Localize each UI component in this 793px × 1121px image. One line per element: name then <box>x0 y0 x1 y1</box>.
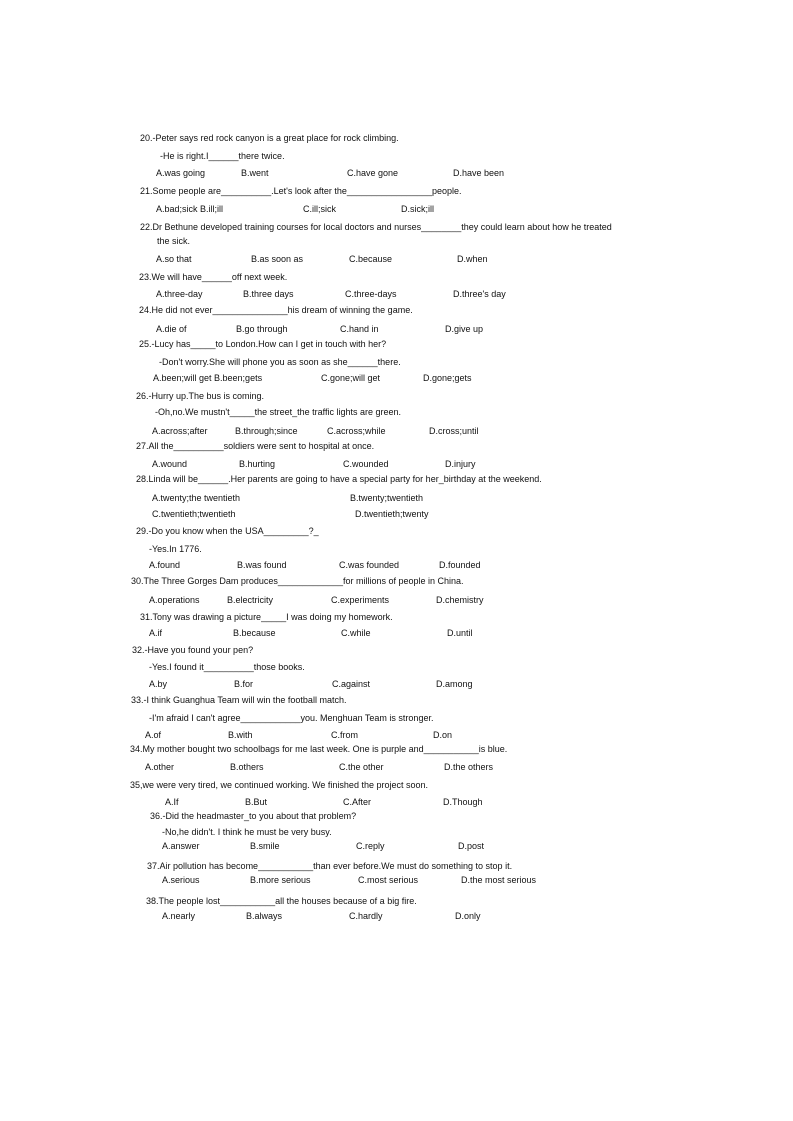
q35: 35,we were very tired, we continued working. We finished the project soon. <box>130 780 428 790</box>
q37-options-2: B.more serious <box>250 875 311 885</box>
q33-options-4: D.on <box>433 730 453 740</box>
q21-options-1: A.bad;sick B.ill;ill <box>156 204 224 214</box>
q27-options-2: B.hurting <box>239 459 276 469</box>
q30-options-3: C.experiments <box>331 595 390 605</box>
q37: 37.Air pollution has become___________than ever before.We must do something to stop it. <box>147 861 513 871</box>
q24-options-2: B.go through <box>236 324 288 334</box>
q29-options-3: C.was founded <box>339 560 400 570</box>
q26-options-3: C.across;while <box>327 426 386 436</box>
q27-options-1: A.wound <box>152 459 188 469</box>
q35-options-3: C.After <box>343 797 372 807</box>
q30: 30.The Three Gorges Dam produces_____________for millions of people in China. <box>131 576 464 586</box>
q21: 21.Some people are__________.Let's look after the_________________people. <box>140 186 462 196</box>
q34-options-4: D.the others <box>444 762 494 772</box>
q36-options-3: C.reply <box>356 841 385 851</box>
q29-options-4: D.founded <box>439 560 481 570</box>
q31-options-4: D.until <box>447 628 473 638</box>
q37-options-4: D.the most serious <box>461 875 537 885</box>
q20-options-1: A.was going <box>156 168 206 178</box>
q26: 26.-Hurry up.The bus is coming. <box>136 391 265 401</box>
q20-options-3: C.have gone <box>347 168 399 178</box>
q36-options-1: A.answer <box>162 841 200 851</box>
q22-options-3: C.because <box>349 254 393 264</box>
q34: 34.My mother bought two schoolbags for me last week. One is purple and___________is blue. <box>130 744 508 754</box>
q25-options-3: D.gone;gets <box>423 373 472 383</box>
q29-options-1: A.found <box>149 560 181 570</box>
q29-options-2: B.was found <box>237 560 287 570</box>
q27-options-4: D.injury <box>445 459 476 469</box>
q22: 22.Dr Bethune developed training courses for local doctors and nurses________they could learn about how he treated <box>140 222 612 232</box>
q22-cont: the sick. <box>157 236 191 246</box>
q33-options-3: C.from <box>331 730 358 740</box>
q37-options-3: C.most serious <box>358 875 419 885</box>
q33-options-1: A.of <box>145 730 162 740</box>
q31-options-1: A.if <box>149 628 163 638</box>
q22-options-2: B.as soon as <box>251 254 304 264</box>
q26-options-4: D.cross;until <box>429 426 479 436</box>
q32-options-1: A.by <box>149 679 168 689</box>
q34-options-2: B.others <box>230 762 264 772</box>
q33-options-2: B.with <box>228 730 253 740</box>
q28-options-2-1: C.twentieth;twentieth <box>152 509 236 519</box>
q30-options-1: A.operations <box>149 595 200 605</box>
q33-reply: -I'm afraid I can't agree____________you. Menghuan Team is stronger. <box>149 713 434 723</box>
q24-options-4: D.give up <box>445 324 484 334</box>
q36: 36.-Did the headmaster_to you about that problem? <box>150 811 357 821</box>
q21-options-2: C.ill;sick <box>303 204 336 214</box>
q22-options-1: A.so that <box>156 254 192 264</box>
q36-reply: -No,he didn't. I think he must be very busy. <box>162 827 332 837</box>
q23: 23.We will have______off next week. <box>139 272 288 282</box>
q38-options-1: A.nearly <box>162 911 196 921</box>
q35-options-1: A.If <box>165 797 179 807</box>
q38: 38.The people lost___________all the houses because of a big fire. <box>146 896 417 906</box>
q38-options-2: B.always <box>246 911 283 921</box>
q31: 31.Tony was drawing a picture_____I was doing my homework. <box>140 612 393 622</box>
q36-options-2: B.smile <box>250 841 280 851</box>
q20-options-2: B.went <box>241 168 269 178</box>
q38-options-3: C.hardly <box>349 911 383 921</box>
q27-options-3: C.wounded <box>343 459 389 469</box>
q25-reply: -Don't worry.She will phone you as soon as she______there. <box>159 357 401 367</box>
q29: 29.-Do you know when the USA_________?_ <box>136 526 319 536</box>
q22-options-4: D.when <box>457 254 488 264</box>
q28-options-1-2: B.twenty;twentieth <box>350 493 424 503</box>
q24: 24.He did not ever_______________his dream of winning the game. <box>139 305 413 315</box>
q26-options-1: A.across;after <box>152 426 208 436</box>
q30-options-4: D.chemistry <box>436 595 484 605</box>
q25-options-2: C.gone;will get <box>321 373 381 383</box>
q23-options-4: D.three's day <box>453 289 506 299</box>
q31-options-3: C.while <box>341 628 371 638</box>
q33: 33.-I think Guanghua Team will win the football match. <box>131 695 347 705</box>
q38-options-4: D.only <box>455 911 481 921</box>
q34-options-3: C.the other <box>339 762 384 772</box>
q35-options-2: B.But <box>245 797 268 807</box>
q32: 32.-Have you found your pen? <box>132 645 254 655</box>
q25: 25.-Lucy has_____to London.How can I get in touch with her? <box>139 339 387 349</box>
q32-options-2: B.for <box>234 679 254 689</box>
q28-options-2-2: D.twentieth;twenty <box>355 509 429 519</box>
q29-reply: -Yes.In 1776. <box>149 544 202 554</box>
q32-options-3: C.against <box>332 679 371 689</box>
q34-options-1: A.other <box>145 762 175 772</box>
q28-options-1-1: A.twenty;the twentieth <box>152 493 241 503</box>
q26-reply: -Oh,no.We mustn't_____the street_the traffic lights are green. <box>155 407 402 417</box>
q32-options-4: D.among <box>436 679 473 689</box>
q37-options-1: A.serious <box>162 875 200 885</box>
q20-reply: -He is right.I______there twice. <box>160 151 285 161</box>
q23-options-2: B.three days <box>243 289 294 299</box>
q21-options-3: D.sick;ill <box>401 204 434 214</box>
q25-options-1: A.been;will get B.been;gets <box>153 373 263 383</box>
q24-options-1: A.die of <box>156 324 187 334</box>
q23-options-1: A.three-day <box>156 289 203 299</box>
q36-options-4: D.post <box>458 841 485 851</box>
q32-reply: -Yes.I found it__________those books. <box>149 662 305 672</box>
q28: 28.Linda will be______.Her parents are going to have a special party for her_birthday at the weekend. <box>136 474 542 484</box>
q35-options-4: D.Though <box>443 797 483 807</box>
q24-options-3: C.hand in <box>340 324 379 334</box>
q31-options-2: B.because <box>233 628 276 638</box>
q20: 20.-Peter says red rock canyon is a great place for rock climbing. <box>140 133 399 143</box>
q23-options-3: C.three-days <box>345 289 397 299</box>
q30-options-2: B.electricity <box>227 595 274 605</box>
q26-options-2: B.through;since <box>235 426 298 436</box>
q20-options-4: D.have been <box>453 168 505 178</box>
q27: 27.All the__________soldiers were sent to hospital at once. <box>136 441 375 451</box>
